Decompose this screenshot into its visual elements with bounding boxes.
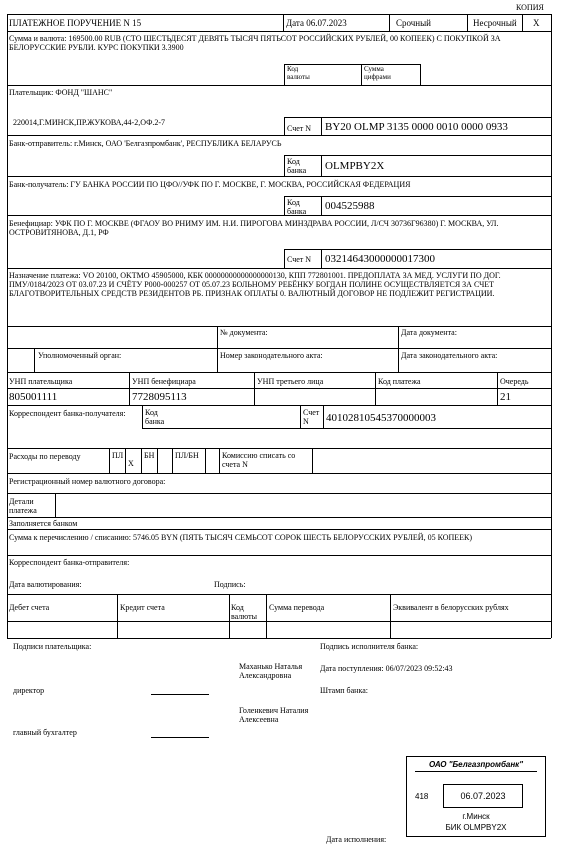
authorized-body-label: Уполномоченный орган: xyxy=(38,351,122,360)
signature-label: Подпись: xyxy=(214,580,246,589)
col-transfer-amount: Сумма перевода xyxy=(269,603,325,612)
chief-accountant-label: главный бухгалтер xyxy=(13,728,77,737)
stamp-bank-name: ОАО "Белгазпромбанк" xyxy=(428,760,524,769)
amount-text: Сумма и валюта: 169500.00 RUB (СТО ШЕСТЬДЕСЯТ ДЕВЯТЬ ТЫСЯЧ ПЯТЬСОТ РОССИЙСКИХ РУБЛЕЙ, 00 КОПЕЕК) С ПОКУПКОЙ ЗА БЕЛОРУССКИЕ РУБЛИ. КУРС ПОКУПКИ 3.3900 xyxy=(9,34,501,53)
details-label: Детали платежа xyxy=(9,497,37,516)
accountant-signature-line xyxy=(151,737,209,738)
unp-payer: 805001111 xyxy=(9,391,58,403)
bank-stamp xyxy=(406,756,546,837)
document-date: Дата 06.07.2023 xyxy=(286,18,347,28)
director-name: Маханько Наталья Александровна xyxy=(239,662,303,681)
unp-beneficiary: 7728095113 xyxy=(132,391,187,403)
non-urgent-mark: X xyxy=(533,18,540,28)
expenses-label: Расходы по переводу xyxy=(9,452,81,461)
sender-bank-code: OLMPBY2X xyxy=(325,160,385,172)
registration-label: Регистрационный номер валютного договора: xyxy=(9,477,166,486)
correspondent-account-label: Счет N xyxy=(303,408,320,427)
payer-account: BY20 OLMP 3135 0000 0010 0000 0933 xyxy=(325,121,508,133)
director-label: директор xyxy=(13,686,45,695)
payer-account-label: Счет N xyxy=(287,124,312,133)
transfer-sum: Сумма к перечислению / списанию: 5746.05 BYN (ПЯТЬ ТЫСЯЧ СЕМЬСОТ СОРОК ШЕСТЬ БЕЛОРУССКИХ РУБЛЕЙ, 05 КОПЕЕК) xyxy=(9,533,473,542)
payment-purpose: Назначение платежа: VO 20100, OKTMO 45905000, КБК 00000000000000000130, КПП 772801001. ПРЕДОПЛАТА ЗА МЕД. УСЛУГИ ПО ДОГ. ПМУ/0184/2023 ОТ 03.07.23 И СЧЁТУ Р000-000257 ОТ 05.07.23 БОЛЬНОМУ РЕБЁНКУ БОГДАН ПОЛИНЕ ОСУЩЕСТВЛЯЕТСЯ ЗА СЧЕТ БЛАГОТВОРИТЕЛЬНЫХ СРЕДСТВ РЕЗИДЕНТОВ РБ. ПРИЗНАК ОПЛАТЫ 0. ВАЛЮТНЫЙ ДОГОВОР НЕ ПОДЛЕЖИТ РЕГИСТРАЦИИ. xyxy=(9,271,501,299)
unp-third-label: УНП третьего лица xyxy=(257,377,324,386)
director-signature-line xyxy=(151,694,209,695)
execution-date-label: Дата исполнения: xyxy=(326,835,387,844)
stamp-date: 06.07.2023 xyxy=(460,791,506,801)
sender-bank-label: Банк-отправитель: г.Минск, ОАО 'Белгазпромбанк', РЕСПУБЛИКА БЕЛАРУСЬ xyxy=(9,139,282,148)
beneficiary-label: Бенефициар: УФК ПО Г. МОСКВЕ (ФГАОУ ВО РНИМУ ИМ. Н.И. ПИРОГОВА МИНЗДРАВА РОССИИ, Л/СЧ 30736Г96380) Г. МОСКВА, УЛ. ОСТРОВИТЯНОВА, Д.1, РФ xyxy=(9,219,499,238)
col-debit: Дебет счета xyxy=(9,603,50,612)
act-date-label: Дата законодательного акта: xyxy=(401,351,498,360)
stamp-city: г.Минск xyxy=(462,812,490,821)
payer-address: 220014,Г.МИНСК,ПР.ЖУКОВА,44-2,ОФ.2-7 xyxy=(13,118,166,127)
expenses-x: X xyxy=(128,459,134,468)
correspondent-label: Корреспондент банка-получателя: xyxy=(9,409,126,418)
urgent-label: Срочный xyxy=(396,18,431,28)
value-date-label: Дата валютирования: xyxy=(9,580,82,589)
queue-label: Очередь xyxy=(500,377,529,386)
expenses-pl: ПЛ xyxy=(112,451,124,460)
sender-correspondent-label: Корреспондент банка-отправителя: xyxy=(9,558,130,567)
accountant-name: Голенкевич Наталия Алексеевна xyxy=(239,706,309,725)
receiver-bank-label: Банк-получатель: ГУ БАНКА РОССИИ ПО ЦФО//УФК ПО Г. МОСКВЕ, Г. МОСКВА, РОССИЙСКАЯ ФЕДЕРАЦИЯ xyxy=(9,180,411,189)
stamp-divider xyxy=(415,771,537,772)
document-title: ПЛАТЕЖНОЕ ПОРУЧЕНИЕ N 15 xyxy=(9,18,142,28)
unp-payer-label: УНП плательщика xyxy=(9,377,73,386)
bank-signature-label: Подпись исполнителя банка: xyxy=(320,642,419,651)
expenses-plbn: ПЛ/БН xyxy=(175,451,199,460)
unp-beneficiary-label: УНП бенефициара xyxy=(132,377,196,386)
payment-code-label: Код платежа xyxy=(378,377,421,386)
beneficiary-account: 03214643000000017300 xyxy=(325,253,435,265)
sum-digits-label: Сумма цифрами xyxy=(364,65,391,82)
bank-fills-label: Заполняется банком xyxy=(9,519,78,528)
currency-code-label: Код валюты xyxy=(287,65,310,82)
stamp-number: 418 xyxy=(415,792,429,801)
receiver-bank-code: 004525988 xyxy=(325,200,375,212)
beneficiary-account-label: Счет N xyxy=(287,255,312,264)
queue-value: 21 xyxy=(500,391,511,403)
expenses-bn: БН xyxy=(144,451,155,460)
col-credit: Кредит счета xyxy=(120,603,165,612)
doc-date-label: Дата документа: xyxy=(401,328,457,337)
sender-bank-code-label: Код банка xyxy=(287,157,307,176)
stamp-date-box xyxy=(443,784,523,808)
payer-label: Плательщик: ФОНД "ШАНС" xyxy=(9,88,113,97)
correspondent-code-label: Код банка xyxy=(145,408,165,427)
bank-stamp-label: Штамп банка: xyxy=(320,686,368,695)
receipt-date: Дата поступления: 06/07/2023 09:52:43 xyxy=(320,664,453,673)
commission-label: Комиссию списать со счета N xyxy=(222,451,296,470)
doc-number-label: № документа: xyxy=(220,328,268,337)
copy-label: КОПИЯ xyxy=(516,3,544,12)
payer-signatures-label: Подписи плательщика: xyxy=(13,642,92,651)
correspondent-account: 40102810545370000003 xyxy=(326,412,436,424)
act-number-label: Номер законодательного акта: xyxy=(220,351,323,360)
stamp-bic: БИК OLMPBY2X xyxy=(445,823,507,832)
receiver-bank-code-label: Код банка xyxy=(287,198,307,217)
col-currency-code: Код валюты xyxy=(231,603,258,622)
non-urgent-label: Несрочный xyxy=(473,18,517,28)
col-byn-equivalent: Эквивалент в белорусских рублях xyxy=(393,603,509,612)
